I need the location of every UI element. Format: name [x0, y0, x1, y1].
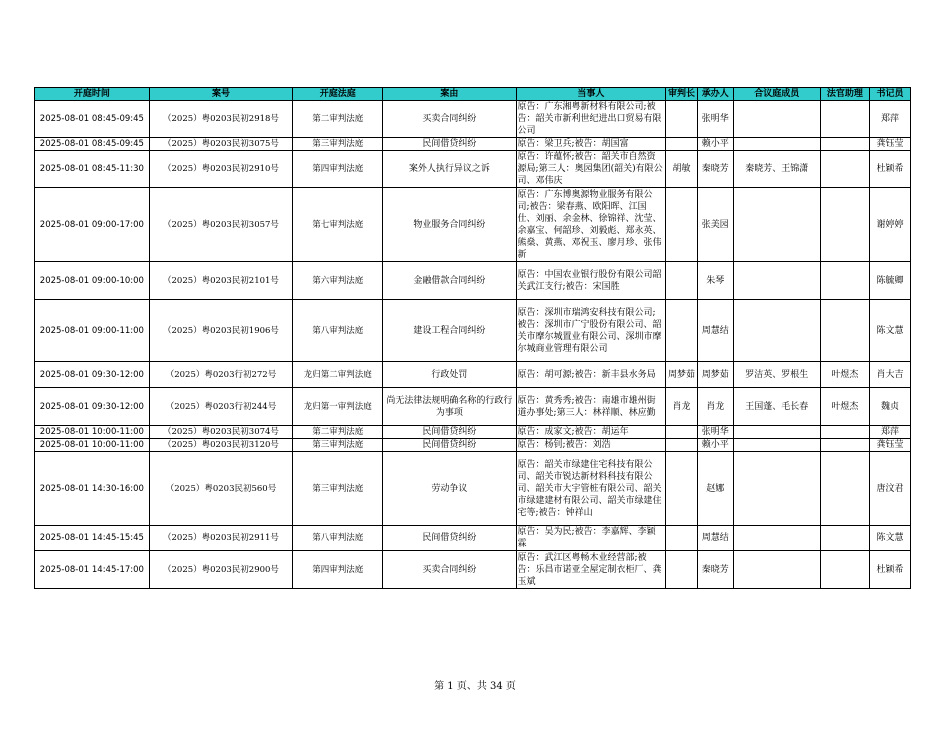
- cell-handler: 张明华: [697, 426, 733, 439]
- cell-parties: 原告：黄秀秀;被告：南雄市雄州街道办事处;第三人：林祥顺、林应勤: [516, 388, 666, 426]
- cell-case-no: （2025）粤0203民初3057号: [149, 188, 292, 262]
- cell-cause: 行政处罚: [383, 362, 516, 388]
- cell-assistant: [820, 452, 869, 526]
- cell-case-no: （2025）粤0203民初1906号: [149, 300, 292, 362]
- cell-judge: [666, 138, 698, 151]
- cell-judge: [666, 101, 698, 138]
- table-row: [35, 526, 911, 551]
- cell-case-no: （2025）粤0203民初2900号: [149, 551, 292, 589]
- cell-clerk: 陈毓卿: [869, 262, 910, 300]
- cell-assistant: [820, 439, 869, 452]
- cell-cause: 民间借贷纠纷: [383, 426, 516, 439]
- cell-handler: 秦晓芳: [697, 551, 733, 589]
- page-footer: 第 1 页、共 34 页: [434, 681, 516, 692]
- cell-case-no: （2025）粤0203民初2918号: [149, 101, 292, 138]
- cell-clerk: 郑萍: [869, 101, 910, 138]
- cell-parties: 原告：深圳市瑞鸿安科技有限公司;被告：深圳市广宁股份有限公司、韶关市摩尔城置业有限公司、深圳市摩尔城商业管理有限公司: [516, 300, 666, 362]
- cell-assistant: 叶煜杰: [820, 362, 869, 388]
- cell-time: 2025-08-01 09:00-10:00: [35, 262, 150, 300]
- cell-handler: 朱琴: [697, 262, 733, 300]
- cell-assistant: [820, 188, 869, 262]
- table-row: [35, 151, 911, 188]
- cell-assistant: [820, 101, 869, 138]
- cell-time: 2025-08-01 14:45-17:00: [35, 551, 150, 589]
- table-row: [35, 188, 911, 262]
- cell-handler: 周慧结: [697, 526, 733, 551]
- cell-parties: 原告：成家文;被告：胡运年: [516, 426, 666, 439]
- cell-court: 第二审判法庭: [293, 426, 383, 439]
- header-cause: 案由: [383, 88, 516, 101]
- cell-court: 第三审判法庭: [293, 439, 383, 452]
- cell-handler: 周梦茹: [697, 362, 733, 388]
- cell-parties: 原告：广东湘粤新材料有限公司;被告：韶关市新利世纪进出口贸易有限公司: [516, 101, 666, 138]
- table-row: [35, 439, 911, 452]
- cell-panel: [733, 188, 820, 262]
- cell-judge: [666, 452, 698, 526]
- cell-judge: [666, 188, 698, 262]
- cell-parties: 原告：胡可源;被告：新丰县水务局: [516, 362, 666, 388]
- cell-court: 龙归第一审判法庭: [293, 388, 383, 426]
- cell-cause: 建设工程合同纠纷: [383, 300, 516, 362]
- court-schedule-table: [34, 87, 911, 589]
- cell-time: 2025-08-01 09:30-12:00: [35, 362, 150, 388]
- cell-panel: [733, 300, 820, 362]
- cell-assistant: [820, 262, 869, 300]
- header-assistant: 法官助理: [820, 88, 869, 101]
- cell-handler: 赖小平: [697, 138, 733, 151]
- cell-handler: 张美园: [697, 188, 733, 262]
- cell-court: 第四审判法庭: [293, 151, 383, 188]
- cell-assistant: 叶煜杰: [820, 388, 869, 426]
- cell-court: 第二审判法庭: [293, 101, 383, 138]
- cell-clerk: 肖大吉: [869, 362, 910, 388]
- header-court: 开庭法庭: [293, 88, 383, 101]
- cell-cause: 买卖合同纠纷: [383, 101, 516, 138]
- header-handler: 承办人: [697, 88, 733, 101]
- cell-handler: 赖小平: [697, 439, 733, 452]
- cell-cause: 物业服务合同纠纷: [383, 188, 516, 262]
- cell-panel: [733, 452, 820, 526]
- table-row: [35, 138, 911, 151]
- cell-clerk: 杜颖希: [869, 551, 910, 589]
- cell-judge: [666, 262, 698, 300]
- cell-court: 第六审判法庭: [293, 262, 383, 300]
- cell-assistant: [820, 300, 869, 362]
- cell-case-no: （2025）粤0203民初3120号: [149, 439, 292, 452]
- table-row: [35, 426, 911, 439]
- cell-parties: 原告：韶关市绿建住宅科技有限公司、韶关市锐达新材料科技有限公司、韶关市大宇管桩有限公司、韶关市绿建建材有限公司、韶关市绿建住宅等;被告：钟祥山: [516, 452, 666, 526]
- cell-time: 2025-08-01 08:45-11:30: [35, 151, 150, 188]
- cell-panel: 王国蓬、毛长春: [733, 388, 820, 426]
- table-row: [35, 300, 911, 362]
- cell-case-no: （2025）粤0203行初272号: [149, 362, 292, 388]
- cell-clerk: 杜颖希: [869, 151, 910, 188]
- table-row: [35, 101, 911, 138]
- header-time: 开庭时间: [35, 88, 150, 101]
- cell-parties: 原告：杨钊;被告：刘浩: [516, 439, 666, 452]
- cell-parties: 原告：吴为民;被告：李嘉辉、李颖霖: [516, 526, 666, 551]
- cell-parties: 原告：中国农业银行股份有限公司韶关武江支行;被告：宋国胜: [516, 262, 666, 300]
- cell-parties: 原告：广东博奥源物业服务有限公司;被告：梁春燕、欧阳晖、江国仕、刘丽、余金林、徐锦祥、沈莹、余嘉宝、何韶珍、刘毅彪、郑永英、熊燊、黄燕、邓祝玉、廖月珍、张伟新: [516, 188, 666, 262]
- cell-panel: [733, 262, 820, 300]
- cell-time: 2025-08-01 08:45-09:45: [35, 138, 150, 151]
- cell-clerk: 龚钰莹: [869, 138, 910, 151]
- cell-handler: 周慧结: [697, 300, 733, 362]
- cell-panel: [733, 439, 820, 452]
- cell-panel: 罗洁英、罗根生: [733, 362, 820, 388]
- cell-case-no: （2025）粤0203民初2911号: [149, 526, 292, 551]
- header-clerk: 书记员: [869, 88, 910, 101]
- cell-assistant: [820, 551, 869, 589]
- header-parties: 当事人: [516, 88, 666, 101]
- cell-cause: 案外人执行异议之诉: [383, 151, 516, 188]
- cell-time: 2025-08-01 10:00-11:00: [35, 426, 150, 439]
- cell-clerk: 谢婷婷: [869, 188, 910, 262]
- cell-time: 2025-08-01 14:45-15:45: [35, 526, 150, 551]
- cell-clerk: 魏贞: [869, 388, 910, 426]
- cell-court: 第三审判法庭: [293, 452, 383, 526]
- cell-cause: 劳动争议: [383, 452, 516, 526]
- cell-court: 第八审判法庭: [293, 300, 383, 362]
- header-row: [35, 88, 911, 101]
- cell-judge: 胡敏: [666, 151, 698, 188]
- cell-handler: 张明华: [697, 101, 733, 138]
- table-row: [35, 452, 911, 526]
- cell-handler: 秦晓芳: [697, 151, 733, 188]
- cell-clerk: 唐汶君: [869, 452, 910, 526]
- cell-court: 第四审判法庭: [293, 551, 383, 589]
- cell-case-no: （2025）粤0203民初560号: [149, 452, 292, 526]
- cell-panel: 秦晓芳、王锦潇: [733, 151, 820, 188]
- cell-cause: 尚无法律法规明确名称的行政行为事项: [383, 388, 516, 426]
- cell-judge: [666, 526, 698, 551]
- cell-judge: [666, 439, 698, 452]
- cell-cause: 金融借款合同纠纷: [383, 262, 516, 300]
- cell-handler: 肖龙: [697, 388, 733, 426]
- cell-court: 第七审判法庭: [293, 188, 383, 262]
- cell-assistant: [820, 151, 869, 188]
- table-row: [35, 262, 911, 300]
- cell-time: 2025-08-01 09:00-11:00: [35, 300, 150, 362]
- cell-time: 2025-08-01 14:30-16:00: [35, 452, 150, 526]
- cell-time: 2025-08-01 10:00-11:00: [35, 439, 150, 452]
- cell-clerk: 龚钰莹: [869, 439, 910, 452]
- cell-case-no: （2025）粤0203民初3074号: [149, 426, 292, 439]
- cell-panel: [733, 426, 820, 439]
- cell-handler: 赵娜: [697, 452, 733, 526]
- cell-panel: [733, 138, 820, 151]
- cell-clerk: 郑萍: [869, 426, 910, 439]
- cell-time: 2025-08-01 09:00-17:00: [35, 188, 150, 262]
- cell-panel: [733, 101, 820, 138]
- cell-parties: 原告：武江区粤畅木业经营部;被告：乐昌市诺亚全屋定制衣柜厂、龚玉斌: [516, 551, 666, 589]
- cell-cause: 民间借贷纠纷: [383, 138, 516, 151]
- cell-court: 第八审判法庭: [293, 526, 383, 551]
- cell-case-no: （2025）粤0203民初2101号: [149, 262, 292, 300]
- cell-parties: 原告：梁卫兵;被告：胡国富: [516, 138, 666, 151]
- cell-clerk: 陈文慧: [869, 300, 910, 362]
- cell-clerk: 陈文慧: [869, 526, 910, 551]
- header-panel: 合议庭成员: [733, 88, 820, 101]
- cell-assistant: [820, 426, 869, 439]
- cell-case-no: （2025）粤0203民初2910号: [149, 151, 292, 188]
- cell-judge: 周梦茹: [666, 362, 698, 388]
- cell-panel: [733, 551, 820, 589]
- header-case-no: 案号: [149, 88, 292, 101]
- cell-time: 2025-08-01 09:30-12:00: [35, 388, 150, 426]
- cell-assistant: [820, 138, 869, 151]
- cell-court: 龙归第二审判法庭: [293, 362, 383, 388]
- cell-judge: [666, 426, 698, 439]
- cell-panel: [733, 526, 820, 551]
- cell-parties: 原告：许蕴怀;被告：韶关市自然资源局;第三人：奥园集团(韶关)有限公司、邓伟庆: [516, 151, 666, 188]
- cell-time: 2025-08-01 08:45-09:45: [35, 101, 150, 138]
- cell-cause: 买卖合同纠纷: [383, 551, 516, 589]
- cell-case-no: （2025）粤0203行初244号: [149, 388, 292, 426]
- cell-cause: 民间借贷纠纷: [383, 439, 516, 452]
- cell-case-no: （2025）粤0203民初3075号: [149, 138, 292, 151]
- table-row: [35, 551, 911, 589]
- header-judge: 审判长: [666, 88, 698, 101]
- cell-judge: [666, 551, 698, 589]
- cell-judge: [666, 300, 698, 362]
- cell-cause: 民间借贷纠纷: [383, 526, 516, 551]
- cell-assistant: [820, 526, 869, 551]
- cell-court: 第三审判法庭: [293, 138, 383, 151]
- table-row: [35, 388, 911, 426]
- cell-judge: 肖龙: [666, 388, 698, 426]
- table-row: [35, 362, 911, 388]
